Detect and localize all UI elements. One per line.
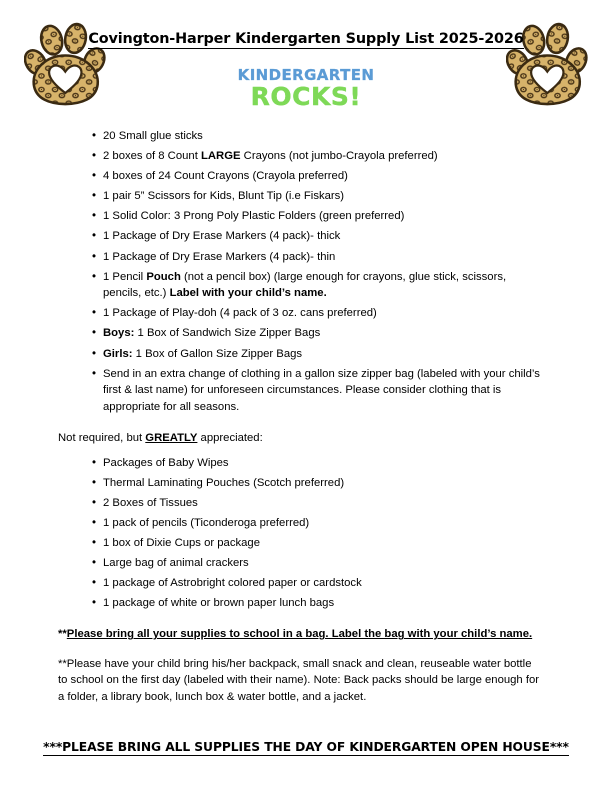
optional-section-heading xyxy=(58,430,540,447)
text-run-1: LARGE xyxy=(200,150,241,163)
spacer xyxy=(0,615,612,626)
list-item xyxy=(103,325,540,345)
logo-line-rocks: ROCKS! xyxy=(250,82,362,111)
text-run-0: Thermal Laminating Pouches (Scotch preferred) xyxy=(103,476,345,489)
kindergarten-rocks-logo xyxy=(0,68,612,109)
text-run-0: 20 Small glue sticks xyxy=(103,130,203,142)
required-supply-list xyxy=(0,128,612,419)
text-run-0: 2 Boxes of Tissues xyxy=(103,496,198,509)
document-body xyxy=(0,128,612,706)
list-item xyxy=(103,555,540,575)
text-run-0: Girls: xyxy=(103,347,133,360)
text-run-0: 4 boxes of 24 Count Crayons (Crayola preferred) xyxy=(103,170,348,183)
note-bring-supplies xyxy=(58,626,552,643)
spacer xyxy=(0,419,612,430)
text-run-0: Packages of Baby Wipes xyxy=(103,456,229,469)
text-run-0: 2 boxes of 8 Count xyxy=(103,150,201,163)
text-run-0: Send in an extra change of clothing in a gallon size zipper bag (labeled with your child’s first & last name) for unforeseen circumstances. Please consider clothing that is appropriate for all seasons. xyxy=(103,367,540,413)
list-item xyxy=(103,475,540,495)
page-title xyxy=(0,31,612,47)
logo-line-kindergarten: KINDERGARTEN xyxy=(237,66,375,84)
list-item xyxy=(103,366,540,419)
text-run-2: appreciated: xyxy=(197,431,263,444)
list-item xyxy=(103,168,540,188)
footer-open-house-text: ***PLEASE BRING ALL SUPPLIES THE DAY OF KINDERGARTEN OPEN HOUSE*** xyxy=(43,740,569,754)
note-underlined-text: Please bring all your supplies to school in a bag. Label the bag with your child’s name. xyxy=(66,628,533,641)
list-item xyxy=(103,228,540,248)
list-item xyxy=(103,535,540,555)
spacer xyxy=(0,447,612,455)
text-run-0: 1 Package of Dry Erase Markers (4 pack)- thin xyxy=(103,250,336,263)
page-title-text: Covington-Harper Kindergarten Supply List 2025-2026 xyxy=(88,31,524,47)
text-run-1: 1 Box of Sandwich Size Zipper Bags xyxy=(134,327,321,340)
list-item xyxy=(103,188,540,208)
list-item xyxy=(103,575,540,595)
list-item xyxy=(103,495,540,515)
text-run-1: GREATLY xyxy=(145,431,198,444)
text-run-1: 1 Box of Gallon Size Zipper Bags xyxy=(132,347,303,360)
list-item xyxy=(103,249,540,269)
text-run-0: 1 box of Dixie Cups or package xyxy=(103,536,260,549)
document-header xyxy=(0,0,612,128)
list-item xyxy=(103,455,540,475)
list-item xyxy=(103,346,540,366)
text-run-0: 1 pair 5” Scissors for Kids, Blunt Tip (i.e Fiskars) xyxy=(103,190,345,203)
text-run-0: 1 Pencil xyxy=(103,270,147,283)
text-run-0: 1 Package of Dry Erase Markers (4 pack)- thick xyxy=(103,230,341,243)
optional-supply-list xyxy=(0,455,612,616)
text-run-3: Label with your child’s name. xyxy=(169,287,327,300)
note-prefix: ** xyxy=(58,628,67,641)
text-run-0: 1 Package of Play-doh (4 pack of 3 oz. cans preferred) xyxy=(103,307,377,320)
list-item xyxy=(103,269,540,306)
list-item xyxy=(103,148,540,168)
note-backpack: **Please have your child bring his/her backpack, small snack and clean, reuseable water bottle to school on the first day (labeled with their name). Note: Back packs should be large enough for a folder, a library book, lunch box & water bottle, and a jacket. xyxy=(58,657,540,704)
list-item xyxy=(103,515,540,535)
text-run-0: Boys: xyxy=(103,327,135,340)
text-run-0: 1 package of Astrobright colored paper or cardstock xyxy=(103,577,362,590)
text-run-2: Crayons (not jumbo-Crayola preferred) xyxy=(240,150,438,163)
list-item xyxy=(103,595,540,615)
spacer xyxy=(0,643,612,656)
list-item xyxy=(103,128,540,148)
document-footer xyxy=(0,738,612,756)
text-run-0: Large bag of animal crackers xyxy=(103,556,249,569)
text-run-0: 1 pack of pencils (Ticonderoga preferred) xyxy=(103,516,310,529)
text-run-2: (not a pencil box) (large enough for crayons, glue stick, scissors, pencils, etc.) xyxy=(103,270,507,300)
text-run-0: 1 Solid Color: 3 Prong Poly Plastic Folders (green preferred) xyxy=(103,210,405,223)
list-item xyxy=(103,305,540,325)
text-run-0: Not required, but xyxy=(58,431,146,444)
list-item xyxy=(103,208,540,228)
text-run-1: Pouch xyxy=(146,270,181,283)
text-run-0: 1 package of white or brown paper lunch bags xyxy=(103,597,335,610)
